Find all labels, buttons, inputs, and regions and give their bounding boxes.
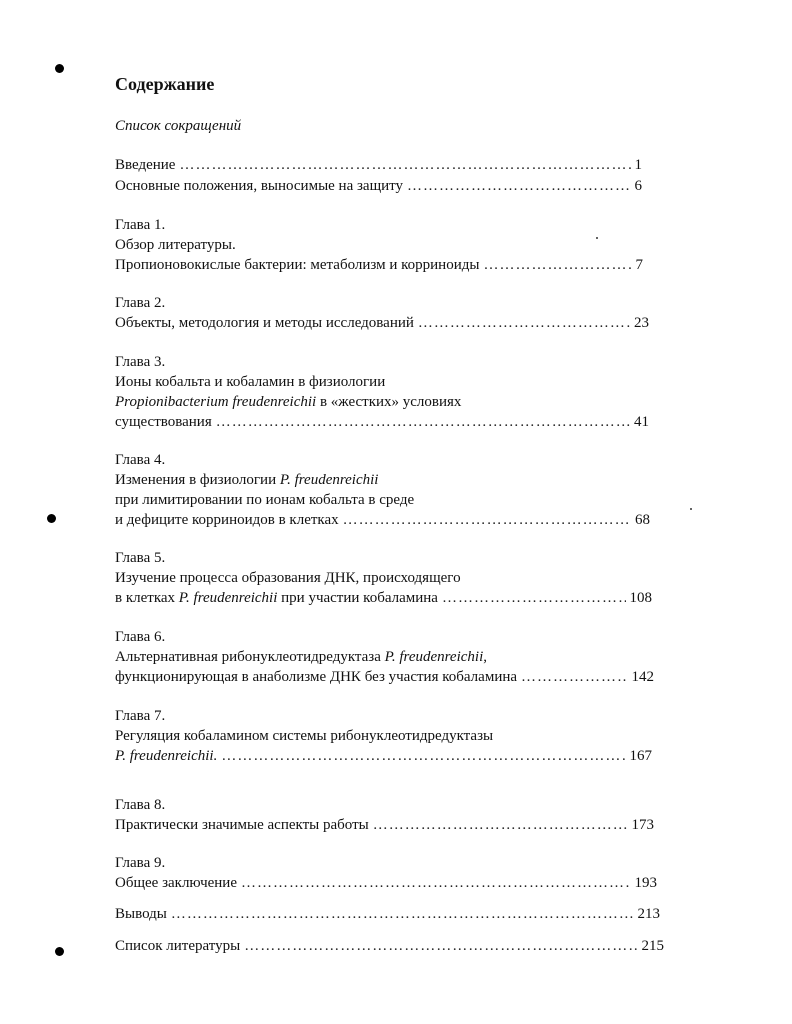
species-name: P. freudenreichii [279, 472, 379, 488]
toc-entry-label [115, 588, 438, 608]
toc-page-number: 142 [631, 669, 654, 685]
chapter-title-text: в клетках [115, 590, 179, 606]
toc-page-number: 167 [629, 748, 652, 764]
dot-leader [418, 313, 630, 333]
speck-mark [690, 508, 692, 510]
margin-bullet-bottom [55, 947, 64, 956]
toc-entry-main-points[interactable] [115, 176, 642, 196]
toc-entry-chapter-3[interactable] [115, 412, 649, 432]
margin-bullet-middle [47, 514, 56, 523]
chapter-title-text: при участии кобаламина [277, 590, 438, 606]
dot-leader [244, 936, 637, 956]
toc-entry-chapter-6[interactable] [115, 667, 654, 687]
toc-page-number: 41 [634, 414, 649, 430]
dot-leader [483, 255, 631, 275]
toc-page-number: 6 [634, 178, 642, 194]
toc-page-number: 7 [635, 257, 643, 273]
toc-entry-label: Пропионовокислые бактерии: метаболизм и корриноиды [115, 257, 480, 273]
toc-page-number: 68 [635, 512, 650, 528]
dot-leader [442, 588, 626, 608]
toc-entry-label: Общее заключение [115, 875, 237, 891]
chapter-title-text: в «жестких» условиях [316, 394, 462, 410]
toc-entry-label: существования [115, 414, 212, 430]
chapter-heading: Глава 1. [115, 217, 166, 233]
chapter-heading: Глава 2. [115, 295, 166, 311]
toc-entry-label: Введение [115, 157, 176, 173]
dot-leader [171, 904, 634, 924]
chapter-heading: Глава 7. [115, 708, 166, 724]
chapter-title-line: Регуляция кобаламином системы рибонуклеотидредуктазы [115, 728, 494, 744]
chapter-title-line: Ионы кобальта и кобаламин в физиологии [115, 374, 386, 390]
dot-leader [343, 510, 631, 530]
toc-page-number: 108 [629, 590, 652, 606]
dot-leader [407, 176, 630, 196]
dot-leader [216, 412, 630, 432]
toc-entry-chapter-8[interactable] [115, 815, 654, 835]
chapter-title-line [115, 392, 461, 412]
dot-leader [241, 873, 631, 893]
toc-entry-chapter-9[interactable] [115, 873, 657, 893]
species-name: P. freudenreichii [178, 590, 278, 606]
page-title: Содержание [115, 74, 215, 94]
toc-page-number: 1 [634, 157, 642, 173]
speck-mark [596, 237, 598, 239]
toc-entry-label: Выводы [115, 906, 167, 922]
toc-entry-chapter-7[interactable] [115, 746, 652, 766]
toc-entry-label: Практически значимые аспекты работы [115, 817, 369, 833]
dot-leader [373, 815, 628, 835]
chapter-title-text: Альтернативная рибонуклеотидредуктаза [115, 649, 385, 665]
chapter-title-text: Изменения в физиологии [115, 472, 280, 488]
toc-abbreviations[interactable]: Список сокращений [115, 118, 242, 134]
toc-page-number: 215 [641, 938, 664, 954]
margin-bullet-top [55, 64, 64, 73]
chapter-heading: Глава 4. [115, 452, 166, 468]
toc-entry-label: и дефиците корриноидов в клетках [115, 512, 339, 528]
toc-entry-chapter-1[interactable] [115, 255, 643, 275]
chapter-title-line: Изучение процесса образования ДНК, происходящего [115, 570, 461, 586]
toc-entry-intro[interactable] [115, 155, 642, 175]
chapter-title-text: , [483, 649, 487, 665]
toc-entry-chapter-2[interactable] [115, 313, 649, 333]
toc-entry-label: функционирующая в анаболизме ДНК без участия кобаламина [115, 669, 518, 685]
species-name: Propionibacterium freudenreichii [115, 394, 317, 410]
toc-entry-label: Объекты, методология и методы исследований [115, 315, 414, 331]
chapter-title-line: Обзор литературы. [115, 237, 236, 253]
chapter-heading: Глава 3. [115, 354, 166, 370]
chapter-title-line: при лимитировании по ионам кобальта в среде [115, 492, 415, 508]
species-name: P. freudenreichii [384, 649, 484, 665]
toc-page-number: 213 [637, 906, 660, 922]
chapter-title-line [115, 647, 487, 667]
toc-page-number: 23 [634, 315, 649, 331]
dot-leader [179, 155, 630, 175]
chapter-title-line [115, 470, 378, 490]
toc-entry-chapter-4[interactable] [115, 510, 650, 530]
toc-page-number: 173 [631, 817, 654, 833]
dot-leader [221, 746, 625, 766]
toc-entry-conclusions[interactable] [115, 904, 660, 924]
toc-entry-references[interactable] [115, 936, 664, 956]
chapter-heading: Глава 5. [115, 550, 166, 566]
chapter-heading: Глава 8. [115, 797, 166, 813]
toc-entry-chapter-5[interactable] [115, 588, 652, 608]
chapter-heading: Глава 6. [115, 629, 166, 645]
toc-entry-label: Список литературы [115, 938, 241, 954]
toc-entry-label: Основные положения, выносимые на защиту [115, 178, 404, 194]
chapter-heading: Глава 9. [115, 855, 166, 871]
dot-leader [521, 667, 627, 687]
toc-entry-label: P. freudenreichii. [115, 748, 218, 764]
toc-page-number: 193 [634, 875, 657, 891]
